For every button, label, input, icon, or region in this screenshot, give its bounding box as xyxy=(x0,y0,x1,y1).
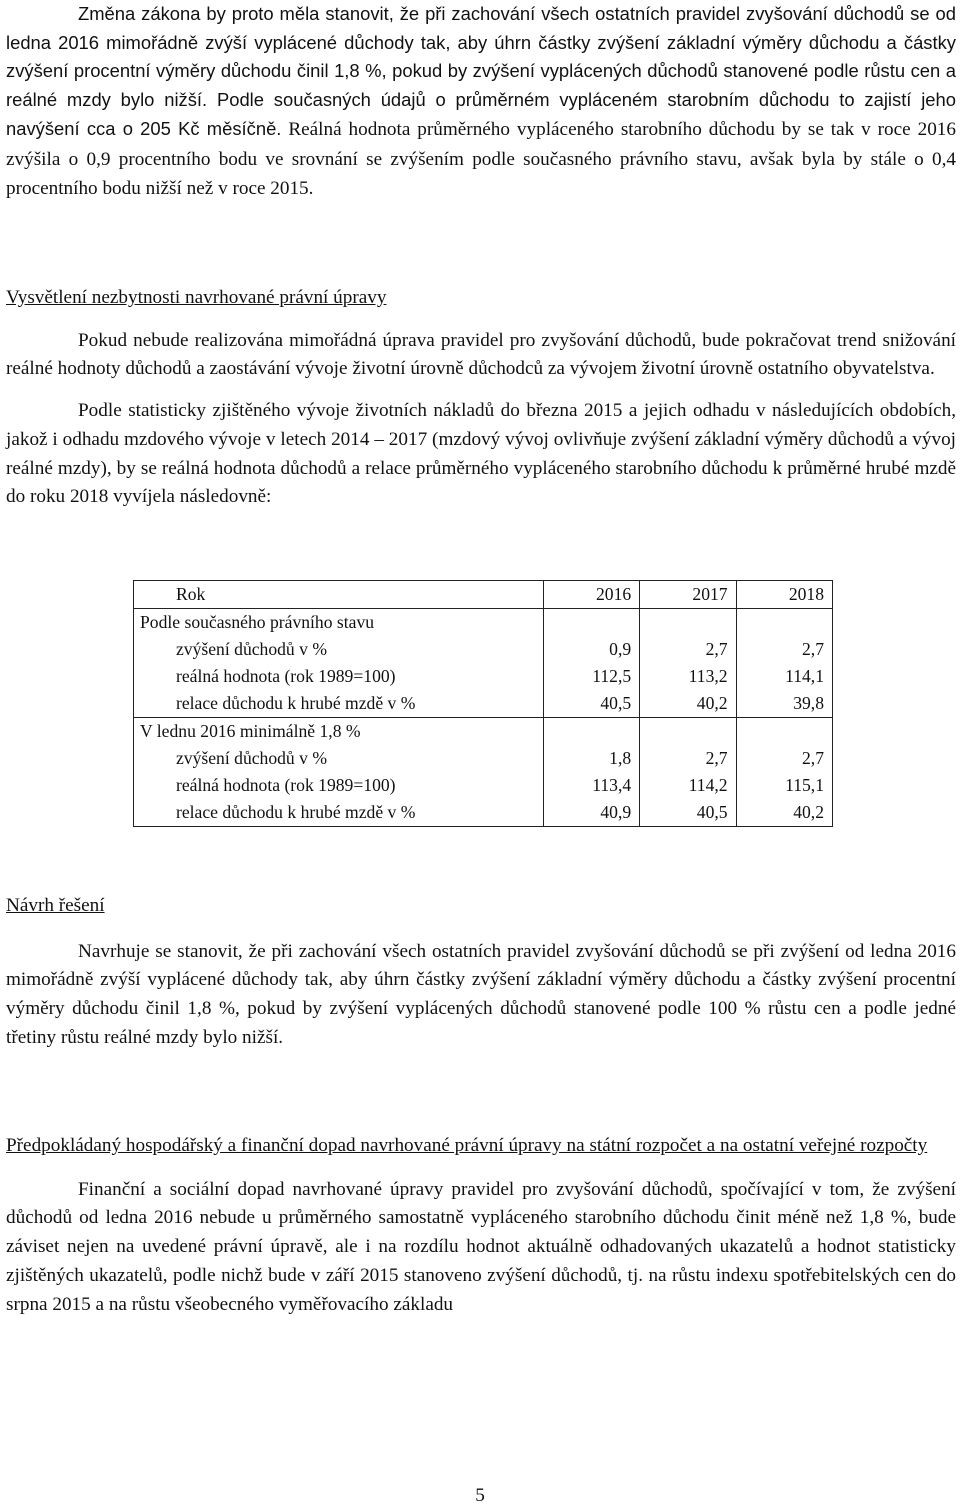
intro-paragraph xyxy=(6,0,956,204)
table-header-year: 2016 xyxy=(543,581,639,609)
table-header-label: Rok xyxy=(134,581,544,609)
table-row-label: relace důchodu k hrubé mzdě v % xyxy=(134,799,544,827)
table-cell: 40,2 xyxy=(640,690,736,718)
pension-table xyxy=(133,580,833,827)
table-row xyxy=(134,663,833,690)
table-cell: 0,9 xyxy=(543,636,639,663)
table-row xyxy=(134,772,833,799)
table-cell: 2,7 xyxy=(640,636,736,663)
pension-table-wrapper xyxy=(133,580,833,827)
table-group-row xyxy=(134,609,833,637)
table-cell: 2,7 xyxy=(736,745,832,772)
table-row xyxy=(134,745,833,772)
intro-sentence-2: Reálná hodnota průměrného vypláceného starobního důchodu by se tak v roce 2016 zvýšila o 0,9 procentního bodu ve srovnání se zvýšením podle současného právního stavu, avšak byla by stále o 0,4 procentního bodu nižší než v roce 2015. xyxy=(6,118,956,200)
intro-sentence-1: Změna zákona by proto měla stanovit, že při zachování všech ostatních pravidel zvyšování důchodů se od ledna 2016 mimořádně zvýší vyplácené důchody tak, aby úhrn částky zvýšení základní výměry důchodu a částky zvýšení procentní výměry důchodu činil 1,8 %, pokud by zvýšení vyplácených důchodů stanovené podle růstu cen a reálné mzdy bylo nižší. Podle současných údajů o průměrném vypláceném starobním důchodu to zajistí jeho navýšení cca o 205 Kč měsíčně. xyxy=(6,3,956,139)
table-cell: 113,2 xyxy=(640,663,736,690)
section-navrh xyxy=(6,892,956,1053)
table-row xyxy=(134,799,833,827)
table-row-label: zvýšení důchodů v % xyxy=(134,636,544,663)
table-cell: 40,9 xyxy=(543,799,639,827)
table-row-label: reálná hodnota (rok 1989=100) xyxy=(134,772,544,799)
table-header-row xyxy=(134,581,833,609)
page-number: 5 xyxy=(475,1485,485,1506)
table-cell: 2,7 xyxy=(640,745,736,772)
table-cell: 114,2 xyxy=(640,772,736,799)
table-cell: 40,5 xyxy=(543,690,639,718)
heading-dopad: Předpokládaný hospodářský a finanční dopad navrhované právní úpravy na státní rozpočet a na ostatní veřejné rozpočty xyxy=(6,1135,928,1156)
heading-navrh: Návrh řešení xyxy=(6,895,105,916)
table-group-title: V lednu 2016 minimálně 1,8 % xyxy=(134,718,544,746)
table-group-row xyxy=(134,718,833,746)
table-row-label: relace důchodu k hrubé mzdě v % xyxy=(134,690,544,718)
section-dopad xyxy=(6,1132,956,1319)
table-group-title: Podle současného právního stavu xyxy=(134,609,544,637)
table-cell: 40,2 xyxy=(736,799,832,827)
table-cell: 1,8 xyxy=(543,745,639,772)
paragraph-vysvetleni-1: Pokud nebude realizována mimořádná úprava pravidel pro zvyšování důchodů, bude pokračovat trend snižování reálné hodnoty důchodů a zaostávání vývoje životní úrovně důchodců za vývojem životní úrovně ostatního obyvatelstva. xyxy=(6,329,956,380)
heading-vysvetleni: Vysvětlení nezbytnosti navrhované právní úpravy xyxy=(6,287,387,308)
section-vysvetleni xyxy=(6,284,956,512)
table-cell: 39,8 xyxy=(736,690,832,718)
table-header-year: 2018 xyxy=(736,581,832,609)
intro-paragraph-text xyxy=(6,0,956,204)
table-cell: 2,7 xyxy=(736,636,832,663)
table-row xyxy=(134,690,833,718)
table-row-label: zvýšení důchodů v % xyxy=(134,745,544,772)
table-cell: 113,4 xyxy=(543,772,639,799)
table-row xyxy=(134,636,833,663)
table-cell: 40,5 xyxy=(640,799,736,827)
paragraph-navrh: Navrhuje se stanovit, že při zachování všech ostatních pravidel zvyšování důchodů se při zvýšení od ledna 2016 mimořádně zvýší vyplácené důchody tak, aby úhrn částky zvýšení základní výměry důchodu a částky zvýšení procentní výměry důchodu činil 1,8 %, pokud by zvýšení vyplácených důchodů stanovené podle 100 % růstu cen a podle jedné třetiny růstu reálné mzdy bylo nižší. xyxy=(6,940,956,1048)
paragraph-vysvetleni-2: Podle statisticky zjištěného vývoje životních nákladů do března 2015 a jejich odhadu v následujících obdobích, jakož i odhadu mzdového vývoje v letech 2014 – 2017 (mzdový vývoj ovlivňuje zvýšení základní výměry důchodů a vývoj reálné mzdy), by se reálná hodnota důchodů a relace průměrného vypláceného starobního důchodu k průměrné hrubé mzdě do roku 2018 vyvíjela následovně: xyxy=(6,400,956,508)
table-cell: 115,1 xyxy=(736,772,832,799)
table-cell: 112,5 xyxy=(543,663,639,690)
table-cell: 114,1 xyxy=(736,663,832,690)
table-row-label: reálná hodnota (rok 1989=100) xyxy=(134,663,544,690)
table-header-year: 2017 xyxy=(640,581,736,609)
paragraph-dopad: Finanční a sociální dopad navrhované úpravy pravidel pro zvyšování důchodů, spočívající v tom, že zvýšení důchodů od ledna 2016 nebude u průměrného samostatně vypláceného starobního důchodu činit méně než 1,8 %, bude záviset nejen na uvedené právní úpravě, ale i na rozdílu hodnot aktuálně odhadovaných ukazatelů a hodnot statisticky zjištěných ukazatelů, podle nichž bude v září 2015 stanoveno zvýšení důchodů, tj. na růstu indexu spotřebitelských cen do srpna 2015 a na růstu všeobecného vyměřovacího základu xyxy=(6,1178,956,1315)
